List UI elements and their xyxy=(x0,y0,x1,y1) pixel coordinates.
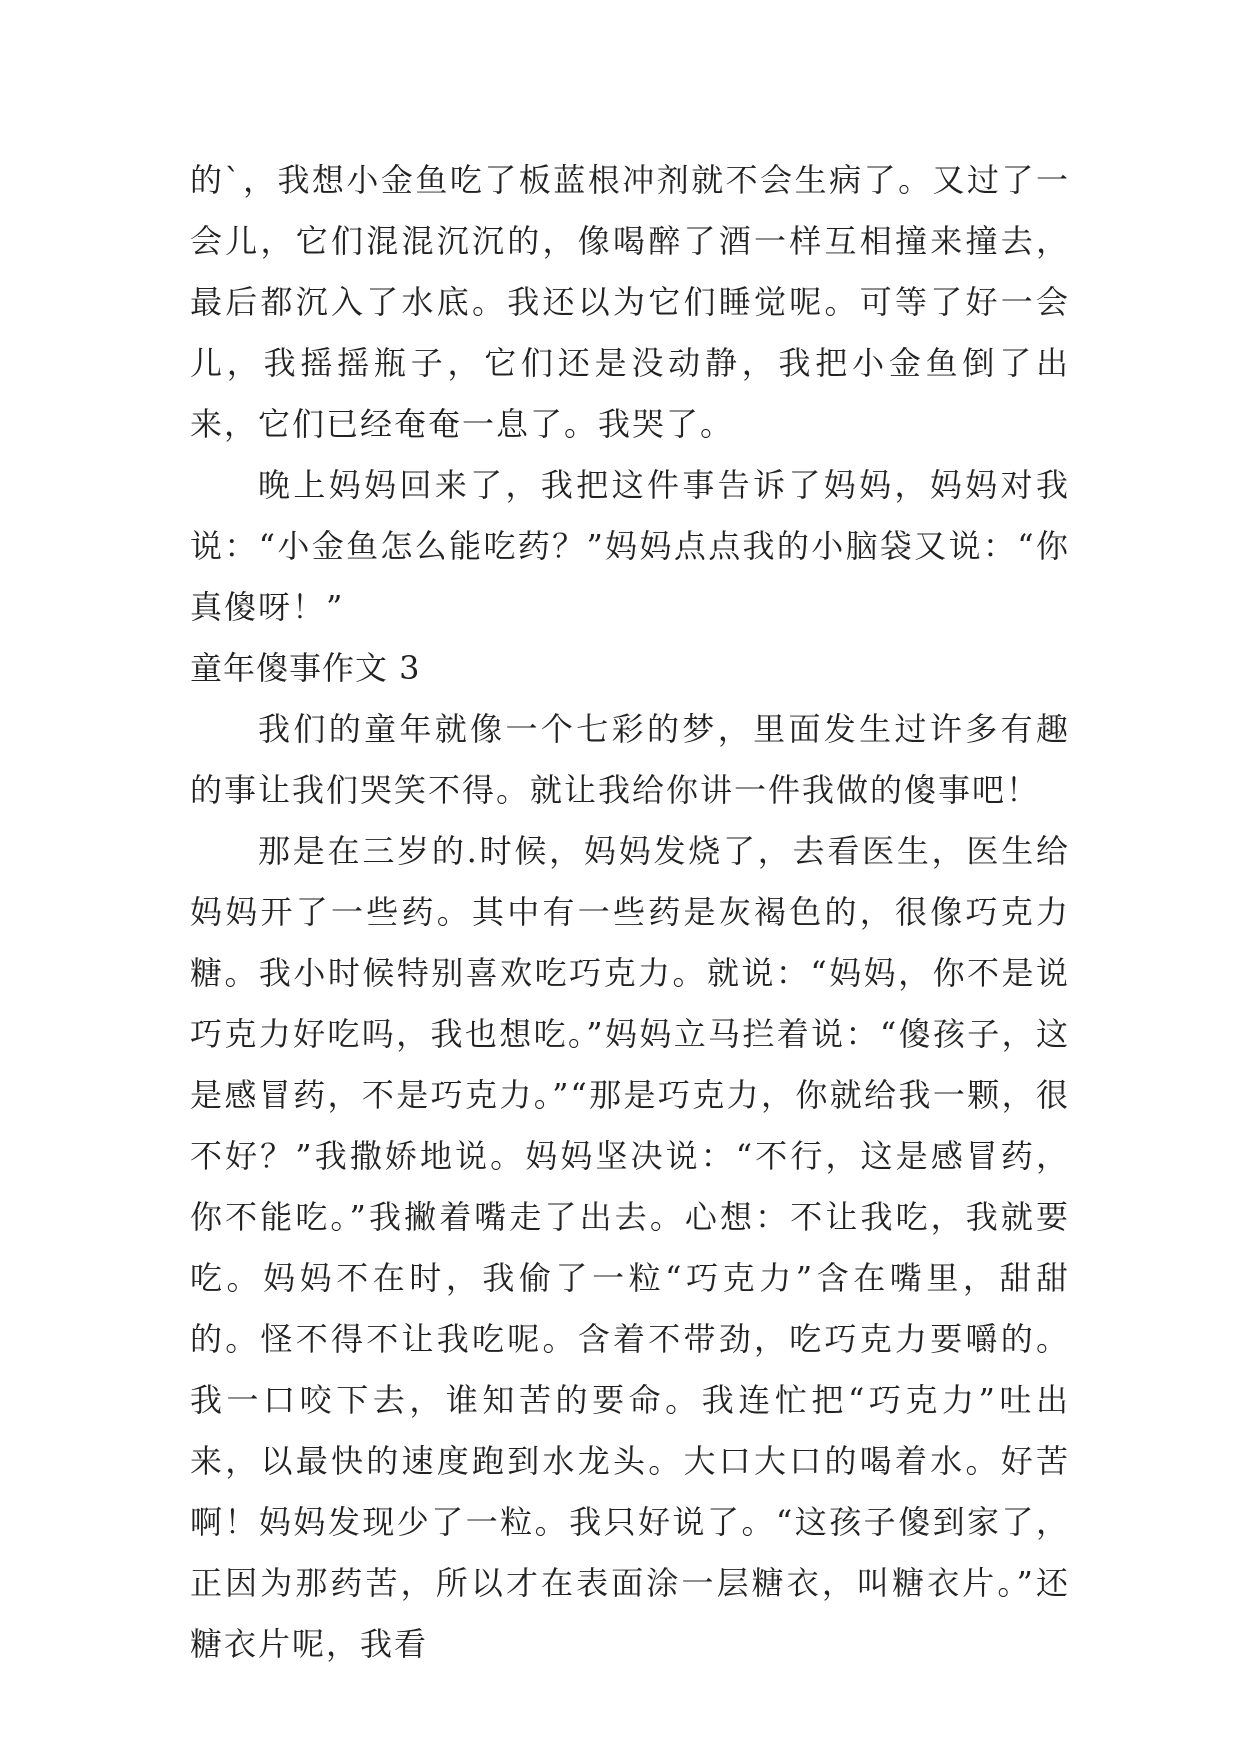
paragraph-mother-returns: 晚上妈妈回来了，我把这件事告诉了妈妈，妈妈对我说：“小金鱼怎么能吃药？”妈妈点点我的小脑袋又说：“你真傻呀！” xyxy=(190,466,1070,626)
essay-heading: 童年傻事作文 3 xyxy=(190,649,421,687)
paragraph-story: 那是在三岁的.时候，妈妈发烧了，去看医生，医生给妈妈开了一些药。其中有一些药是灰褐色的，很像巧克力糖。我小时候特别喜欢吃巧克力。就说：“妈妈，你不是说巧克力好吃吗，我也想吃。”妈妈立马拦着说：“傻孩子，这是感冒药，不是巧克力。”“那是巧克力，你就给我一颗，很不好？”我撒娇地说。妈妈坚决说：“不行，这是感冒药，你不能吃。”我撇着嘴走了出去。心想：不让我吃，我就要吃。妈妈不在时，我偷了一粒“巧克力”含在嘴里，甜甜的。怪不得不让我吃呢。含着不带劲，吃巧克力要嚼的。我一口咬下去，谁知苦的要命。我连忙把“巧克力”吐出来，以最快的速度跑到水龙头。大口大口的喝着水。好苦啊！妈妈发现少了一粒。我只好说了。“这孩子傻到家了，正因为那药苦，所以才在表面涂一层糖衣，叫糖衣片。”还糖衣片呢，我看 xyxy=(190,832,1070,1663)
document-page xyxy=(190,150,1070,1675)
paragraph-intro: 我们的童年就像一个七彩的梦，里面发生过许多有趣的事让我们哭笑不得。就让我给你讲一件我做的傻事吧！ xyxy=(190,710,1070,809)
paragraph-continuation: 的`，我想小金鱼吃了板蓝根冲剂就不会生病了。又过了一会儿，它们混混沉沉的，像喝醉了酒一样互相撞来撞去，最后都沉入了水底。我还以为它们睡觉呢。可等了好一会儿，我摇摇瓶子，它们还是没动静，我把小金鱼倒了出来，它们已经奄奄一息了。我哭了。 xyxy=(190,161,1070,443)
